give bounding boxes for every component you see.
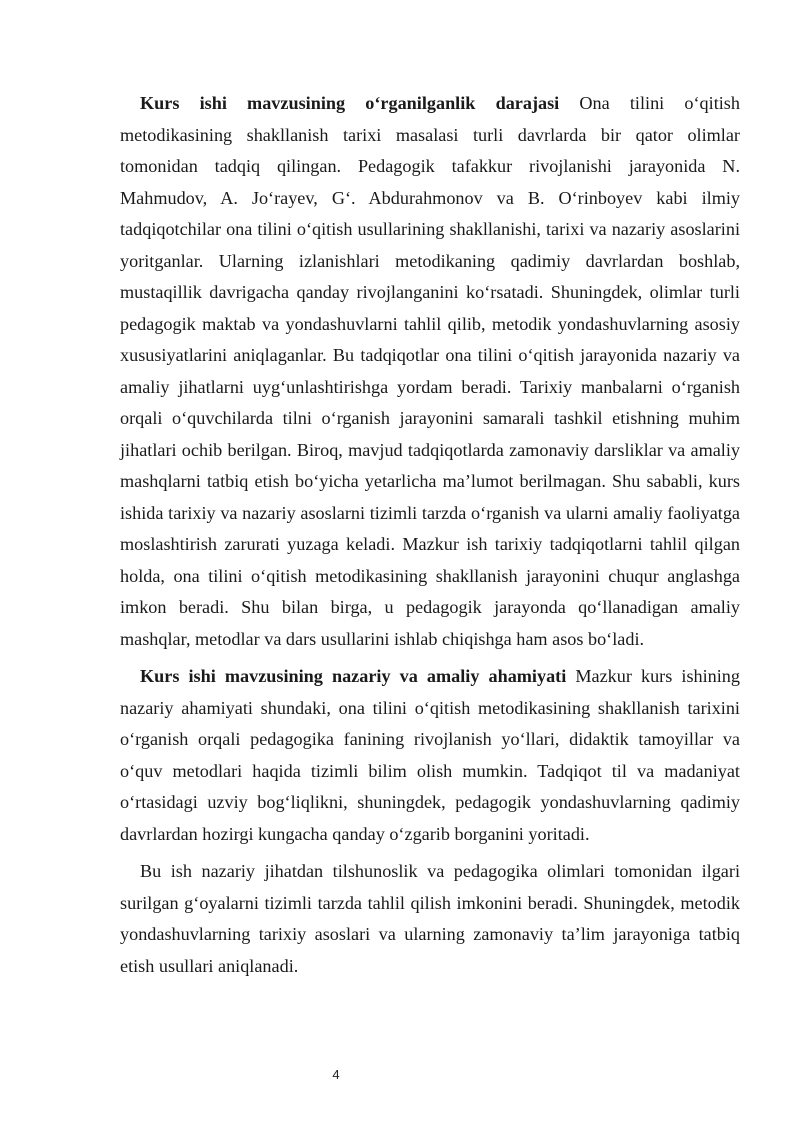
page-number: 4 bbox=[332, 1067, 340, 1082]
paragraph-text: Mazkur kurs ishining nazariy ahamiyati shundaki, ona tilini o‘qitish metodikasining shakllanish tarixini o‘rganish orqali pedagogika fanining rivojlanish yo‘llari, didaktik tamoyillar va o‘quv metodlari haqida tizimli bilim olish mumkin. Tadqiqot til va madaniyat o‘rtasidagi uzviy bog‘liqlikni, shuningdek, pedagogik yondashuvlarning qadimiy davrlardan hozirgi kungacha qanday o‘zgarib borganini yoritadi. bbox=[120, 666, 740, 844]
paragraph-text: Bu ish nazariy jihatdan tilshunoslik va pedagogika olimlari tomonidan ilgari surilgan g‘oyalarni tizimli tarzda tahlil qilish imkonini beradi. Shuningdek, metodik yondashuvlarning tarixiy asoslari va ularning zamonaviy ta’lim jarayoniga tatbiq etish usullari aniqlanadi. bbox=[120, 861, 740, 976]
paragraph-research-degree bbox=[120, 88, 740, 655]
paragraph-significance bbox=[120, 661, 740, 850]
paragraph-theoretical bbox=[120, 856, 740, 982]
paragraph-heading: Kurs ishi mavzusining o‘rganilganlik darajasi bbox=[140, 93, 560, 113]
paragraph-heading: Kurs ishi mavzusining nazariy va amaliy ahamiyati bbox=[140, 666, 567, 686]
paragraph-text: Ona tilini o‘qitish metodikasining shakllanish tarixi masalasi turli davrlarda bir qator olimlar tomonidan tadqiq qilingan. Pedagogik tafakkur rivojlanishi jarayonida N. Mahmudov, A. Jo‘rayev, G‘. Abdurahmonov va B. O‘rinboyev kabi ilmiy tadqiqotchilar ona tilini o‘qitish usullarining shakllanishi, tarixi va nazariy asoslarini yoritganlar. Ularning izlanishlari metodikaning qadimiy davrlardan boshlab, mustaqillik davrigacha qanday rivojlanganini ko‘rsatadi. Shuningdek, olimlar turli pedagogik maktab va yondashuvlarni tahlil qilib, metodik yondashuvlarning asosiy xususiyatlarini aniqlaganlar. Bu tadqiqotlar ona tilini o‘qitish jarayonida nazariy va amaliy jihatlarni uyg‘unlashtirishga yordam beradi. Tarixiy manbalarni o‘rganish orqali o‘quvchilarda tilni o‘rganish jarayonini samarali tashkil etishning muhim jihatlari ochib berilgan. Biroq, mavjud tadqiqotlarda zamonaviy darsliklar va amaliy mashqlarni tatbiq etish bo‘yicha yetarlicha ma’lumot berilmagan. Shu sababli, kurs ishida tarixiy va nazariy asoslarni tizimli tarzda o‘rganish va ularni amaliy faoliyatga moslashtirish zarurati yuzaga keladi. Mazkur ish tarixiy tadqiqotlarni tahlil qilgan holda, ona tilini o‘qitish metodikasining shakllanish jarayonini chuqur anglashga imkon beradi. Shu bilan birga, u pedagogik jarayonda qo‘llanadigan amaliy mashqlar, metodlar va dars usullarini ishlab chiqishga ham asos bo‘ladi. bbox=[120, 93, 740, 649]
